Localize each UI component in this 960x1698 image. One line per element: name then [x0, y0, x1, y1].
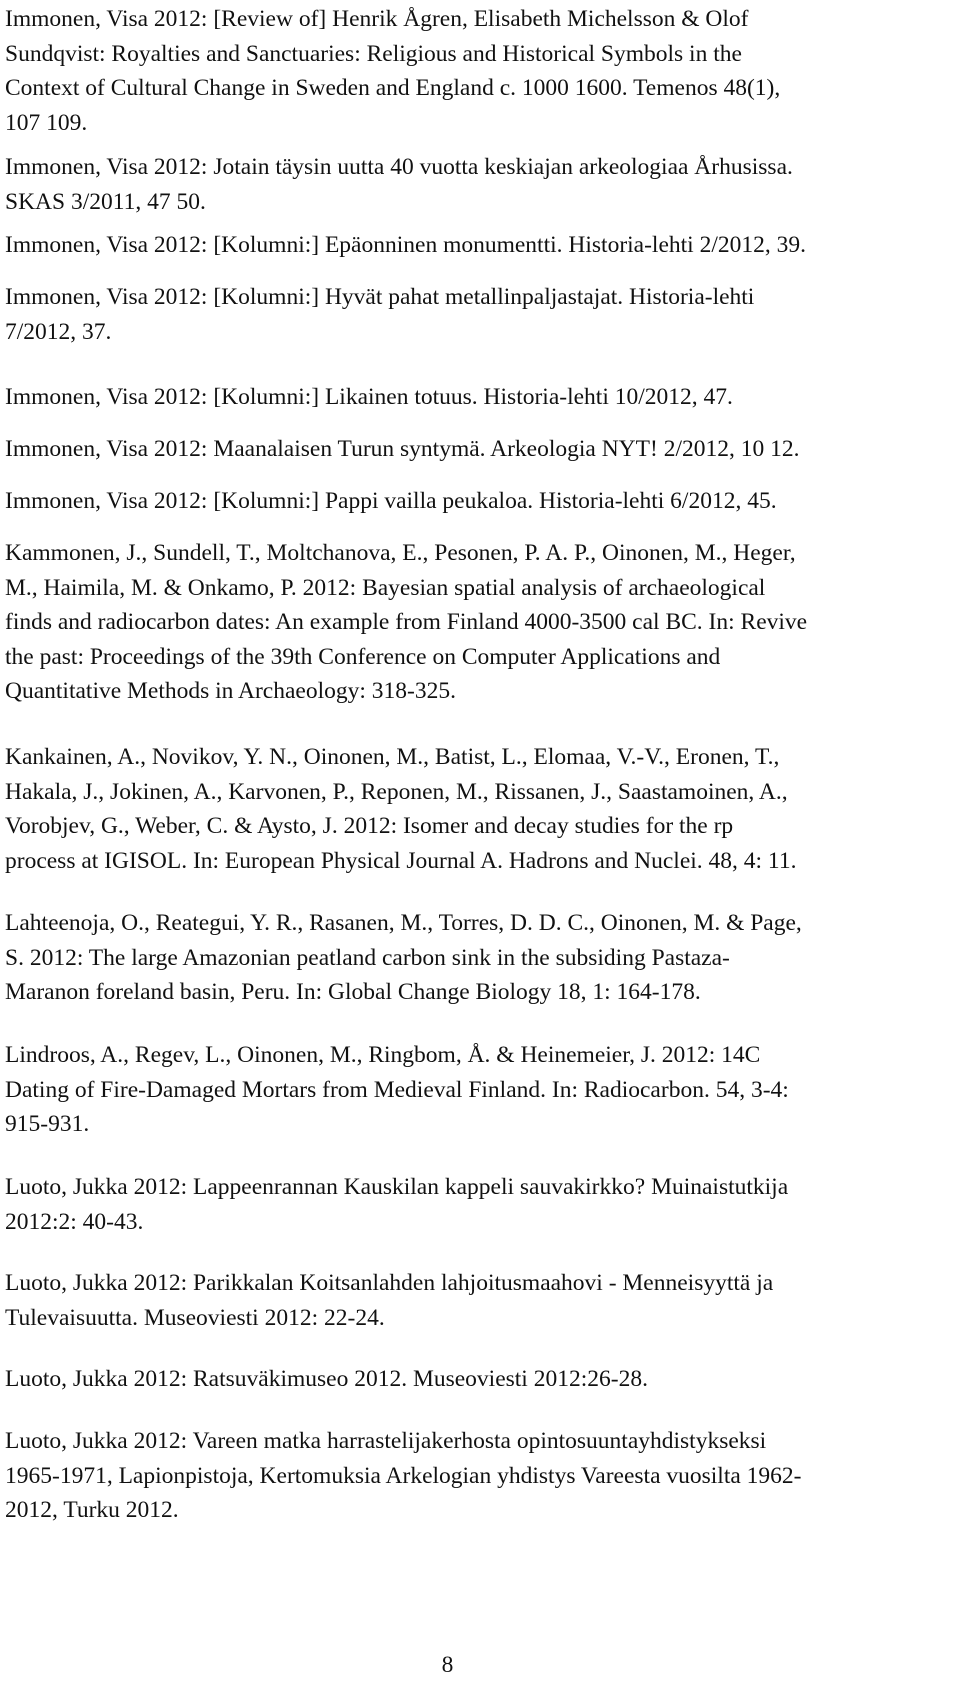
reference-line: Context of Cultural Change in Sweden and England c. 1000 1600. Temenos 48(1), [5, 75, 781, 101]
reference-line: Vorobjev, G., Weber, C. & Aysto, J. 2012: Isomer and decay studies for the rp [5, 813, 734, 839]
reference-line: Lindroos, A., Regev, L., Oinonen, M., Ringbom, Å. & Heinemeier, J. 2012: 14C [5, 1042, 761, 1068]
reference-entry [5, 1038, 910, 1142]
page-number: 8 [441, 1652, 454, 1678]
reference-entry [5, 432, 910, 467]
reference-entry [5, 740, 910, 878]
reference-line: Maranon foreland basin, Peru. In: Global Change Biology 18, 1: 164-178. [5, 979, 701, 1005]
reference-line: Dating of Fire-Damaged Mortars from Medieval Finland. In: Radiocarbon. 54, 3-4: [5, 1076, 789, 1103]
reference-entry [5, 1170, 910, 1239]
reference-line: Sundqvist: Royalties and Sanctuaries: Religious and Historical Symbols in the [5, 40, 742, 67]
reference-line: 1965-1971, Lapionpistoja, Kertomuksia Arkelogian yhdistys Vareesta vuosilta 1962- [5, 1462, 802, 1489]
reference-line: Quantitative Methods in Archaeology: 318-325. [5, 678, 456, 704]
reference-line: M., Haimila, M. & Onkamo, P. 2012: Bayesian spatial analysis of archaeological [5, 574, 766, 601]
reference-line: Lahteenoja, O., Reategui, Y. R., Rasanen, M., Torres, D. D. C., Oinonen, M. & Page, [5, 910, 802, 936]
reference-line: finds and radiocarbon dates: An example from Finland 4000-3500 cal BC. In: Revive [5, 609, 808, 635]
reference-line: Luoto, Jukka 2012: Parikkalan Koitsanlahden lahjoitusmaahovi - Menneisyyttä ja [5, 1270, 774, 1296]
reference-line: Kammonen, J., Sundell, T., Moltchanova, E., Pesonen, P. A. P., Oinonen, M., Heger, [5, 540, 796, 566]
reference-line: 2012, Turku 2012. [5, 1497, 179, 1523]
reference-entry [5, 280, 910, 349]
reference-line: Immonen, Visa 2012: [Kolumni:] Likainen totuus. Historia-lehti 10/2012, 47. [5, 384, 733, 410]
reference-line: Immonen, Visa 2012: [Review of] Henrik Ågren, Elisabeth Michelsson & Olof [5, 6, 749, 32]
reference-line: Hakala, J., Jokinen, A., Karvonen, P., Reponen, M., Rissanen, J., Saastamoinen, A., [5, 778, 788, 805]
reference-line: Tulevaisuutta. Museoviesti 2012: 22-24. [5, 1304, 385, 1331]
reference-entry [5, 1424, 910, 1528]
reference-entry [5, 1266, 910, 1335]
reference-line: process at IGISOL. In: European Physical Journal A. Hadrons and Nuclei. 48, 4: 11. [5, 847, 797, 874]
reference-line: 2012:2: 40-43. [5, 1208, 144, 1235]
reference-line: Immonen, Visa 2012: [Kolumni:] Pappi vailla peukaloa. Historia-lehti 6/2012, 45. [5, 488, 777, 514]
reference-entry [5, 536, 910, 709]
reference-line: the past: Proceedings of the 39th Conference on Computer Applications and [5, 643, 721, 670]
reference-entry [5, 150, 910, 219]
reference-line: Luoto, Jukka 2012: Ratsuväkimuseo 2012. Museoviesti 2012:26-28. [5, 1366, 648, 1392]
reference-entry [5, 484, 910, 519]
reference-line: 915-931. [5, 1111, 90, 1137]
reference-entry [5, 1362, 910, 1397]
reference-line: Immonen, Visa 2012: Jotain täysin uutta 40 vuotta keskiajan arkeologiaa Århusissa. [5, 154, 793, 180]
reference-line: Immonen, Visa 2012: [Kolumni:] Hyvät pahat metallinpaljastajat. Historia-lehti [5, 284, 755, 310]
reference-line: 107 109. [5, 109, 88, 136]
reference-entry [5, 2, 910, 140]
reference-line: Immonen, Visa 2012: [Kolumni:] Epäonninen monumentti. Historia-lehti 2/2012, 39. [5, 232, 806, 258]
reference-line: Kankainen, A., Novikov, Y. N., Oinonen, M., Batist, L., Elomaa, V.-V., Eronen, T., [5, 744, 780, 770]
reference-line: Luoto, Jukka 2012: Lappeenrannan Kauskilan kappeli sauvakirkko? Muinaistutkija [5, 1174, 789, 1200]
reference-entry [5, 906, 910, 1010]
reference-line: 7/2012, 37. [5, 318, 112, 345]
reference-line: Immonen, Visa 2012: Maanalaisen Turun syntymä. Arkeologia NYT! 2/2012, 10 12. [5, 436, 800, 462]
reference-line: S. 2012: The large Amazonian peatland carbon sink in the subsiding Pastaza- [5, 944, 730, 971]
reference-line: Luoto, Jukka 2012: Vareen matka harrastelijakerhosta opintosuuntayhdistykseksi [5, 1428, 767, 1454]
reference-line: SKAS 3/2011, 47 50. [5, 188, 206, 215]
reference-entry [5, 228, 910, 263]
reference-entry [5, 380, 910, 415]
